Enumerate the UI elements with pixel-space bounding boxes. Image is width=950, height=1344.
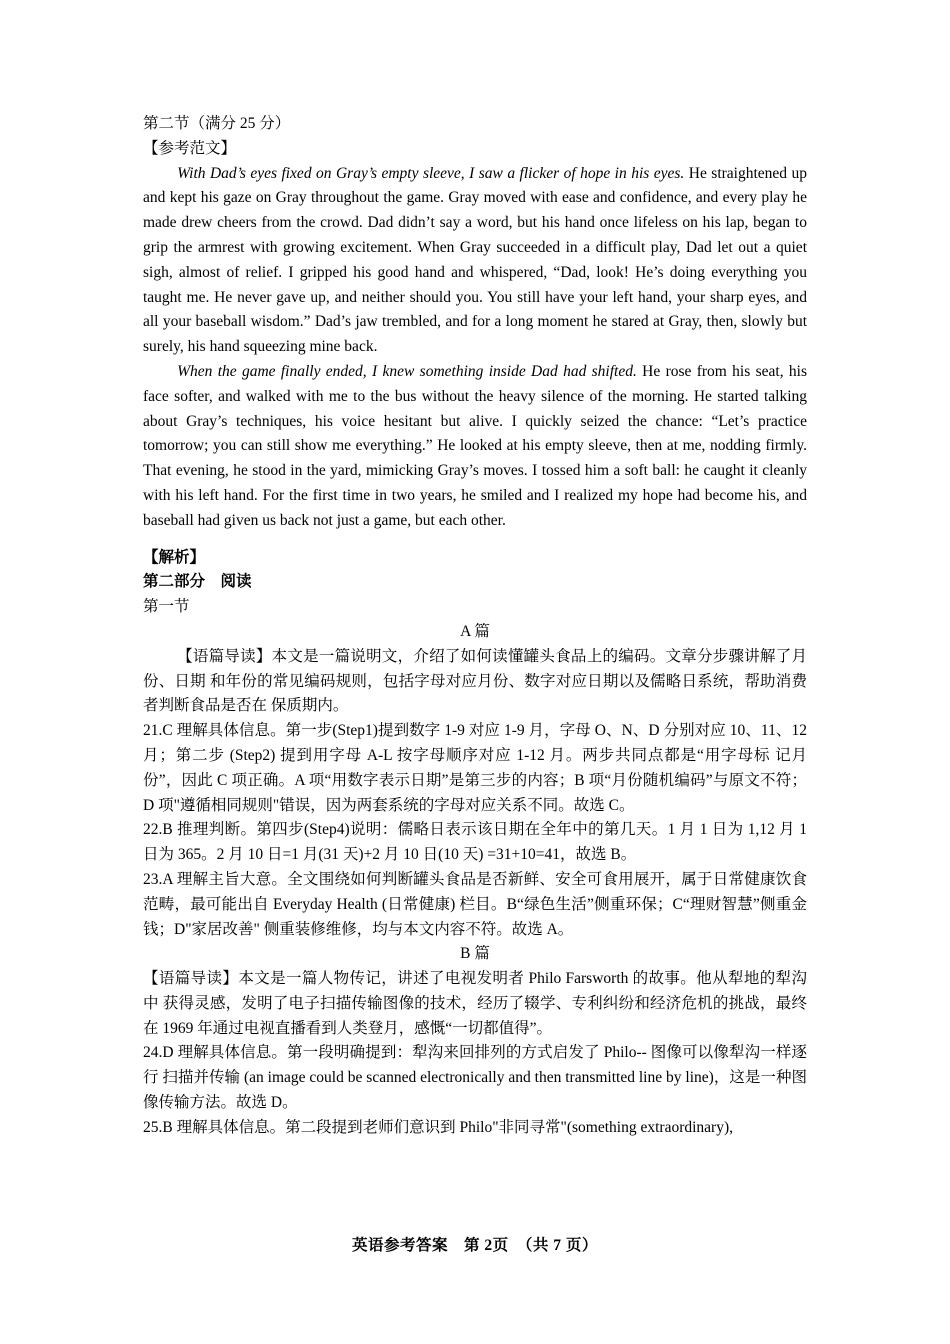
answer-22: 22.B 推理判断。第四步(Step4)说明：儒略日表示该日期在全年中的第几天。1 月 1 日为 1,12 月 1 日为 365。2 月 10 日=1 月(31 天)+2 月 10 日(10 天) =31+10=41，故选 B。 bbox=[143, 821, 807, 864]
sample-essay-label: 【参考范文】 bbox=[143, 139, 237, 157]
answer-25: 25.B 理解具体信息。第二段提到老师们意识到 Philo"非同寻常"(something extraordinary), bbox=[143, 1118, 733, 1136]
passage-b-title: B 篇 bbox=[460, 945, 490, 963]
essay-paragraph-1 bbox=[143, 162, 807, 360]
paragraph-1-lead: With Dad’s eyes fixed on Gray’s empty sleeve, I saw a flicker of hope in his eyes. bbox=[177, 164, 685, 182]
page-footer: 英语参考答案 第 2页 （共 7 页） bbox=[352, 1237, 598, 1254]
answer-23: 23.A 理解主旨大意。全文围绕如何判断罐头食品是否新鲜、安全可食用展开，属于日常健康饮食范畴，最可能出自 Everyday Health (日常健康) 栏目。B“绿色生活”侧重环保；C“理财智慧”侧重金钱；D"家居改善" 侧重装修维修，均与本文内容不符。故选 A。 bbox=[143, 870, 807, 938]
paragraph-1-body: He straightened up and kept his gaze on Gray throughout the game. Gray moved with ease and confidence, and every play he made drew cheers from the crowd. Dad didn’t say a word, but his hand once lifeless on his lap, began to grip the armrest with growing excitement. When Gray succeeded in a difficult play, Dad let out a quiet sigh, almost of relief. I gripped his good hand and whispered, “Dad, look! He’s doing everything you taught me. He never gave up, and neither should you. You still have your left hand, your sharp eyes, and all your baseball wisdom.” Dad’s jaw trembled, and for a long moment he stared at Gray, then, slowly but surely, his hand squeezing mine back. bbox=[143, 164, 807, 356]
part-title: 第二部分 阅读 bbox=[143, 573, 252, 591]
document-page bbox=[143, 112, 807, 1141]
section-heading: 第二节（满分 25 分） bbox=[143, 115, 291, 132]
passage-a-intro: 【语篇导读】本文是一篇说明文，介绍了如何读懂罐头食品上的编码。文章分步骤讲解了月份、日期 和年份的常见编码规则，包括字母对应月份、数字对应日期以及儒略日系统，帮助消费者判断食品是否在 保质期内。 bbox=[143, 647, 807, 715]
passage-a-title: A 篇 bbox=[460, 622, 490, 640]
answer-24: 24.D 理解具体信息。第一段明确提到：犁沟来回排列的方式启发了 Philo-- 图像可以像犁沟一样逐行 扫描并传输 (an image could be scanned electronically and then transmitted line by line)，这是一种图 像传输方法。故选 D。 bbox=[143, 1044, 807, 1112]
section-title: 第一节 bbox=[143, 598, 190, 616]
passage-b-intro: 【语篇导读】本文是一篇人物传记，讲述了电视发明者 Philo Farsworth 的故事。他从犁地的犁沟中 获得灵感，发明了电子扫描传输图像的技术，经历了辍学、专利纠纷和经济危机的挑战，最终在 1969 年通过电视直播看到人类登月，感慨“一切都值得”。 bbox=[143, 970, 807, 1037]
spacer bbox=[143, 534, 807, 546]
answer-21: 21.C 理解具体信息。第一步(Step1)提到数字 1-9 对应 1-9 月，字母 O、N、D 分别对应 10、11、12 月；第二步 (Step2) 提到用字母 A-L 按字母顺序对应 1-12 月。两步共同点都是“用字母标 记月份”，因此 C 项正确。A 项“用数字表示日期”是第三步的内容；B 项“月份随机编码”与原文不符；D 项"遵循相同规则"错误，因为两套系统的字母对应关系不同。故选 C。 bbox=[143, 722, 807, 814]
paragraph-2-lead: When the game finally ended, I knew something inside Dad had shifted. bbox=[177, 362, 637, 380]
analysis-label: 【解析】 bbox=[143, 548, 206, 566]
paragraph-2-body: He rose from his seat, his face softer, and walked with me to the bus without the heavy silence of the morning. He started talking about Gray’s techniques, his voice hesitant but alive. I quickly seized the chance: “Let’s practice tomorrow; you can still show me everything.” He looked at his empty sleeve, then at me, nodding firmly. That evening, he stood in the yard, mimicking Gray’s moves. I tossed him a soft ball: he caught it cleanly with his left hand. For the first time in two years, he smiled and I realized my hope had become his, and baseball had given us back not just a game, but each other. bbox=[143, 362, 807, 529]
essay-paragraph-2 bbox=[143, 360, 807, 534]
